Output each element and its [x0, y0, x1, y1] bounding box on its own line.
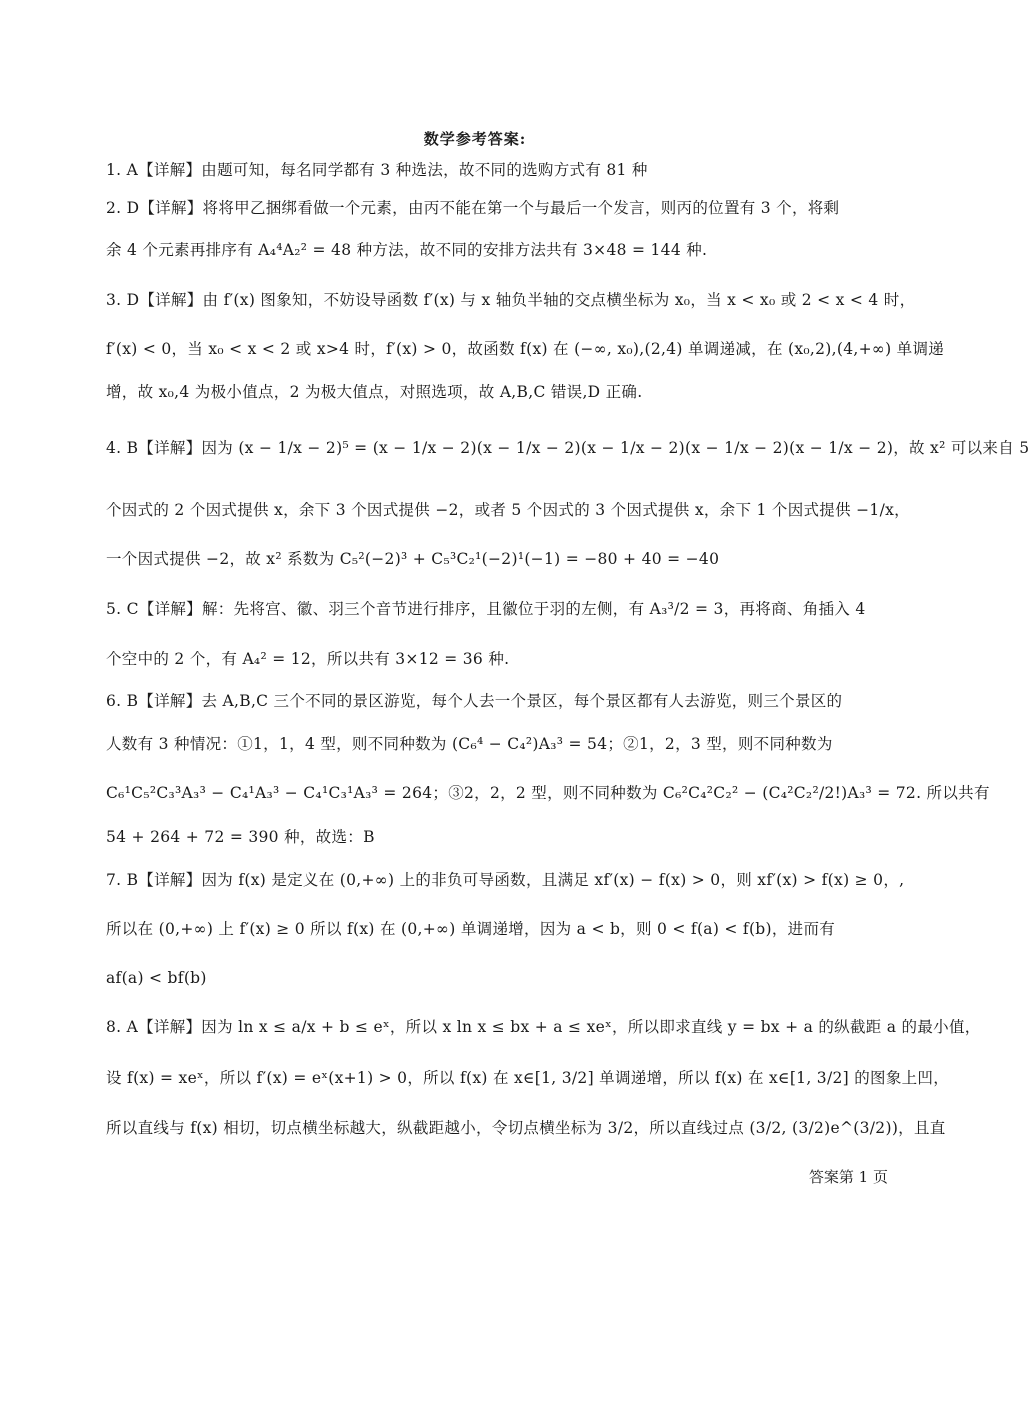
answer-line: 所以在 (0,+∞) 上 f′(x) ≥ 0 所以 f(x) 在 (0,+∞) 单调递增，因为 a < b，则 0 < f(a) < f(b)，进而有: [106, 920, 836, 938]
answer-line: 7. B【详解】因为 f(x) 是定义在 (0,+∞) 上的非负可导函数，且满足 xf′(x) − f(x) > 0，则 xf′(x) > f(x) ≥ 0，,: [106, 871, 905, 889]
page-footer: 答案第 1 页: [808, 1168, 888, 1186]
answer-line: 1. A【详解】由题可知，每名同学都有 3 种选法，故不同的选购方式有 81 种: [106, 161, 648, 179]
answer-line: 个空中的 2 个，有 A₄² = 12，所以共有 3×12 = 36 种.: [106, 650, 510, 668]
answer-line: 增，故 x₀,4 为极小值点，2 为极大值点，对照选项，故 A,B,C 错误,D 正确.: [106, 383, 643, 401]
answer-line: f′(x) < 0，当 x₀ < x < 2 或 x>4 时，f′(x) > 0，故函数 f(x) 在 (−∞, x₀),(2,4) 单调递减，在 (x₀,2),(4,+∞) 单调递: [106, 340, 945, 358]
answer-line: 人数有 3 种情况：①1，1，4 型，则不同种数为 (C₆⁴ − C₄²)A₃³ = 54；②1，2，3 型，则不同种数为: [106, 735, 833, 753]
answer-line: af(a) < bf(b): [106, 969, 207, 987]
answer-line: 3. D【详解】由 f′(x) 图象知，不妨设导函数 f′(x) 与 x 轴负半轴的交点横坐标为 x₀，当 x < x₀ 或 2 < x < 4 时，: [106, 291, 916, 309]
answer-line: 8. A【详解】因为 ln x ≤ a/x + b ≤ eˣ，所以 x ln x ≤ bx + a ≤ xeˣ，所以即求直线 y = bx + a 的纵截距 a 的最小值，: [106, 1018, 981, 1036]
answer-line: 余 4 个元素再排序有 A₄⁴A₂² = 48 种方法，故不同的安排方法共有 3×48 = 144 种.: [106, 241, 708, 259]
answer-line: 设 f(x) = xeˣ，所以 f′(x) = eˣ(x+1) > 0，所以 f(x) 在 x∈[1, 3/2] 单调递增，所以 f(x) 在 x∈[1, 3/2] 的图象上凹，: [106, 1069, 950, 1087]
answer-line: 6. B【详解】去 A,B,C 三个不同的景区游览，每个人去一个景区，每个景区都有人去游览，则三个景区的: [106, 692, 843, 710]
answer-line: 54 + 264 + 72 = 390 种，故选：B: [106, 828, 375, 846]
answer-line: 所以直线与 f(x) 相切，切点横坐标越大，纵截距越小，令切点横坐标为 3/2，所以直线过点 (3/2, (3/2)e^(3/2))，且直: [106, 1119, 946, 1137]
answer-line: C₆¹C₅²C₃³A₃³ − C₄¹A₃³ − C₄¹C₃¹A₃³ = 264；③2，2，2 型，则不同种数为 C₆²C₄²C₂² − (C₄²C₂²/2!)A₃³ = 72. 所以共有: [106, 784, 990, 802]
answer-line: 个因式的 2 个因式提供 x，余下 3 个因式提供 −2，或者 5 个因式的 3 个因式提供 x，余下 1 个因式提供 −1/x，: [106, 501, 910, 519]
page-title: 数学参考答案:: [423, 130, 527, 148]
answer-line: 5. C【详解】解：先将宫、徽、羽三个音节进行排序，且徽位于羽的左侧，有 A₃³/2 = 3，再将商、角插入 4: [106, 600, 866, 618]
answer-line: 一个因式提供 −2，故 x² 系数为 C₅²(−2)³ + C₅³C₂¹(−2)¹(−1) = −80 + 40 = −40: [106, 550, 720, 568]
answer-line: 4. B【详解】因为 (x − 1/x − 2)⁵ = (x − 1/x − 2)(x − 1/x − 2)(x − 1/x − 2)(x − 1/x − 2)(x − 1/x − 2)，故 x² 可以来自 5: [106, 439, 1029, 457]
answer-line: 2. D【详解】将将甲乙捆绑看做一个元素，由丙不能在第一个与最后一个发言，则丙的位置有 3 个，将剩: [106, 199, 840, 217]
